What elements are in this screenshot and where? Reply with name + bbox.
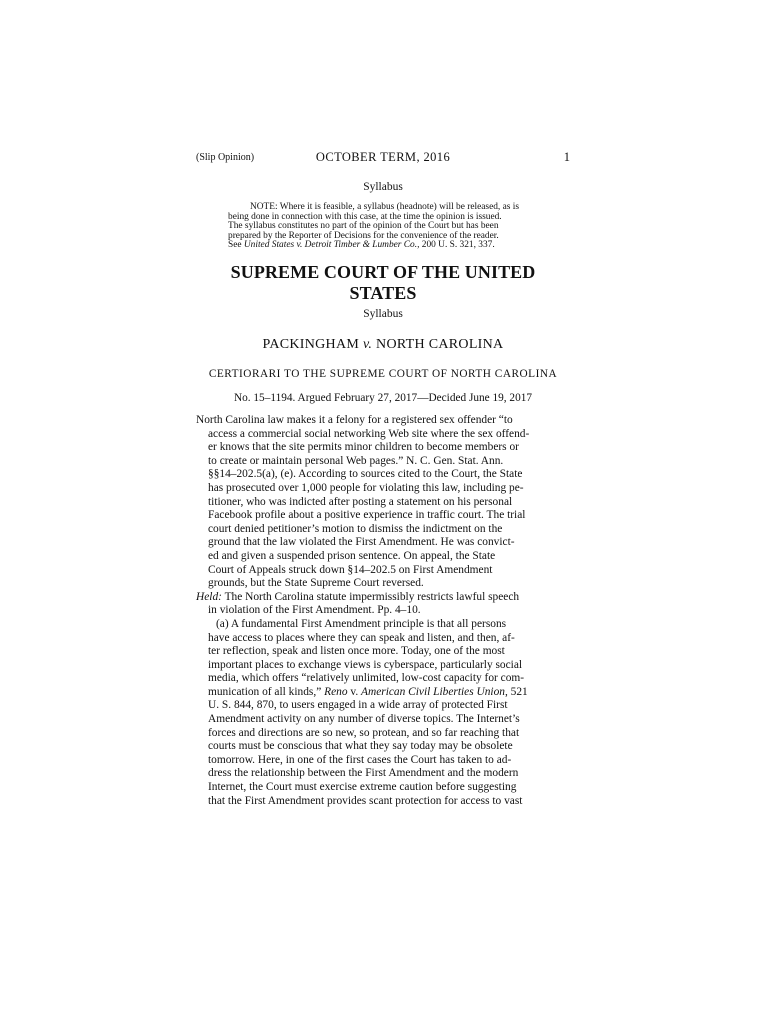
body-line: Internet, the Court must exercise extreme caution before suggesting	[208, 781, 517, 794]
held-label: Held:	[196, 590, 222, 603]
citation-reporter: 200 U. S. 321, 337.	[419, 240, 495, 251]
syllabus-heading: Syllabus	[363, 308, 403, 320]
body-line: ter reflection, speak and listen once more. Today, one of the most	[208, 645, 505, 658]
case-name	[196, 337, 570, 353]
body-line: in violation of the First Amendment. Pp. 4–10.	[208, 604, 421, 617]
body-line: §§14–202.5(a), (e). According to sources cited to the Court, the State	[208, 468, 523, 481]
term-label: OCTOBER TERM, 2016	[315, 150, 451, 164]
note-line: NOTE: Where it is feasible, a syllabus (headnote) will be released, as is	[250, 202, 520, 212]
body-line: forces and directions are so new, so protean, and so far reaching that	[208, 726, 520, 739]
body-line: to create or maintain personal Web pages.” N. C. Gen. Stat. Ann.	[208, 454, 504, 467]
syllabus-heading-top: Syllabus	[363, 181, 403, 193]
note-see: See	[228, 240, 244, 251]
body-line: Facebook profile about a positive experience in traffic court. The trial	[208, 509, 526, 522]
body-text: , 521	[504, 685, 528, 698]
body-line: media, which offers “relatively unlimited, low-cost capacity for com-	[208, 672, 525, 685]
body-line: (a) A fundamental First Amendment principle is that all persons	[216, 617, 507, 630]
held-line	[196, 591, 576, 605]
page-number: 1	[563, 150, 570, 164]
note-line: The syllabus constitutes no part of the opinion of the Court but has been	[228, 221, 499, 232]
body-line: Amendment activity on any number of diverse topics. The Internet’s	[208, 713, 520, 726]
citation-v: v.	[294, 240, 305, 251]
body-line: courts must be conscious that what they say today may be obsolete	[208, 740, 513, 753]
respondent-name: NORTH CAROLINA	[376, 337, 504, 352]
citation-party: United States	[243, 240, 295, 251]
petitioner-name: PACKINGHAM	[262, 337, 360, 352]
citation-party: Detroit Timber & Lumber Co.,	[304, 240, 420, 251]
running-head	[196, 150, 570, 166]
note-line: prepared by the Reporter of Decisions for the convenience of the reader.	[228, 230, 499, 241]
body-line: tomorrow. Here, in one of the first cases the Court has taken to ad-	[208, 753, 512, 766]
body-line: that the First Amendment provides scant protection for access to vast	[208, 794, 523, 807]
body-line: grounds, but the State Supreme Court reversed.	[208, 577, 424, 590]
body-line: court denied petitioner’s motion to dismiss the indictment on the	[208, 522, 503, 535]
body-text: munication of all kinds,”	[208, 685, 325, 698]
reporter-note	[228, 203, 544, 251]
slip-opinion-label: (Slip Opinion)	[196, 152, 255, 163]
body-text: v.	[347, 685, 362, 698]
versus-label: v.	[362, 337, 373, 352]
body-line: access a commercial social networking Web site where the sex offend-	[208, 427, 530, 440]
body-line: dress the relationship between the First Amendment and the modern	[208, 767, 519, 780]
body-line: U. S. 844, 870, to users engaged in a wide array of protected First	[208, 699, 508, 712]
note-line: being done in connection with this case, at the time the opinion is issued.	[228, 211, 502, 222]
docket-line: No. 15–1194. Argued February 27, 2017—Decided June 19, 2017	[233, 392, 533, 404]
body-line: Court of Appeals struck down §14–202.5 on First Amendment	[208, 563, 493, 576]
case-citation: Reno	[324, 685, 348, 698]
body-line	[196, 686, 576, 700]
syllabus-body	[196, 414, 576, 808]
case-citation: American Civil Liberties Union	[361, 685, 505, 698]
body-line: important places to exchange views is cyberspace, particularly social	[208, 658, 523, 671]
body-line: have access to places where they can speak and listen, and then, af-	[208, 631, 515, 644]
body-line: er knows that the site permits minor children to become members or	[208, 441, 519, 454]
certiorari-line: CERTIORARI TO THE SUPREME COURT OF NORTH CAROLINA	[208, 368, 558, 380]
court-title: SUPREME COURT OF THE UNITED STATES	[230, 262, 536, 303]
note-line	[228, 241, 544, 251]
body-line: titioner, who was indicted after posting a statement on his personal	[208, 495, 513, 508]
body-line: North Carolina law makes it a felony for a registered sex offender “to	[196, 414, 513, 426]
body-line: ground that the law violated the First Amendment. He was convict-	[208, 536, 515, 549]
held-text: The North Carolina statute impermissibly restricts lawful speech	[221, 590, 520, 603]
body-line: has prosecuted over 1,000 people for violating this law, including pe-	[208, 481, 524, 494]
body-line: ed and given a suspended prison sentence. On appeal, the State	[208, 549, 496, 562]
